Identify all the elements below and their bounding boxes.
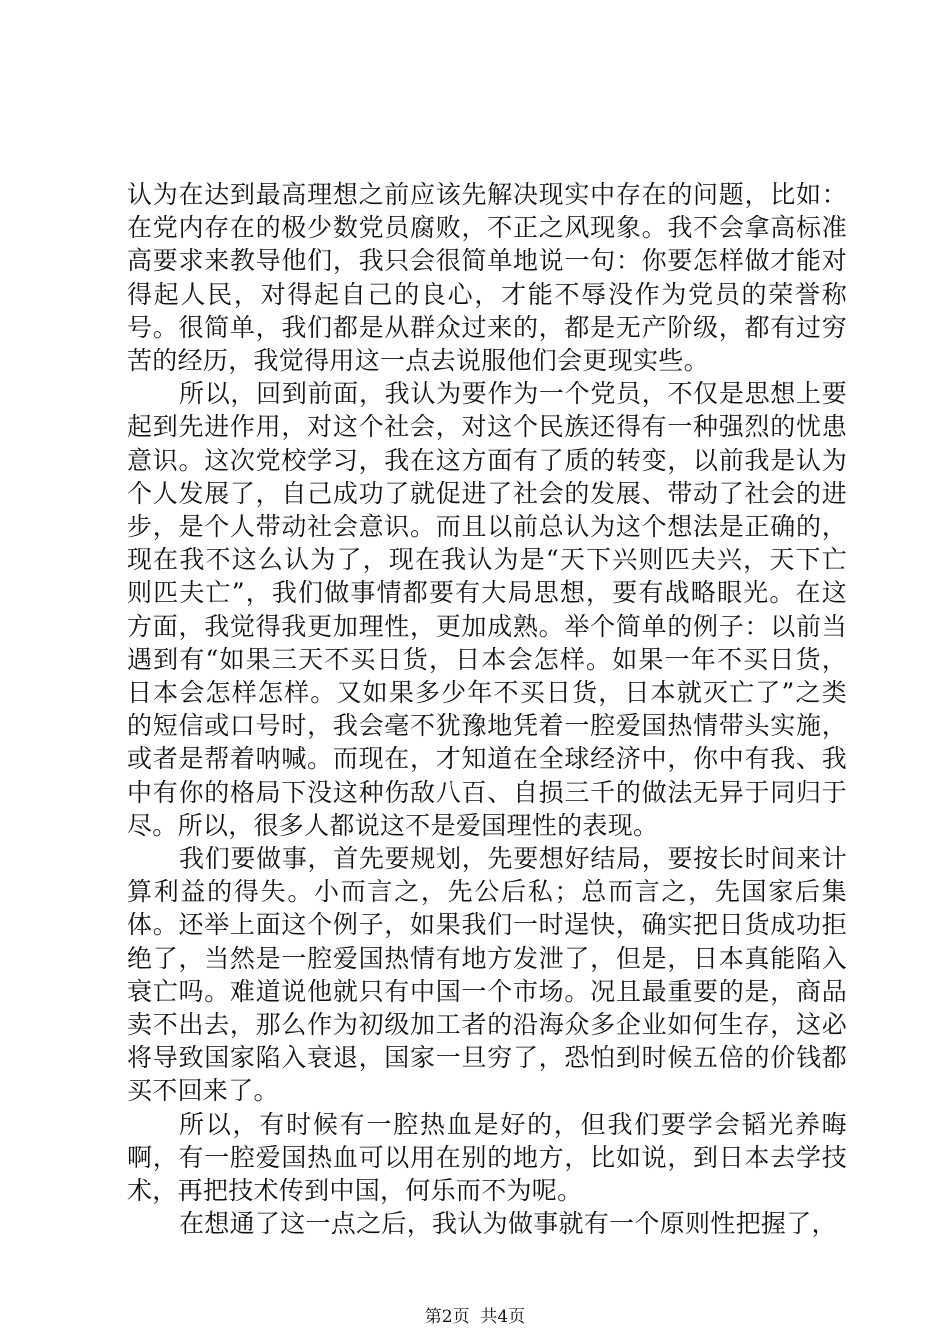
page-number-label: 第2页 共4页 bbox=[424, 1307, 526, 1327]
page-footer bbox=[0, 1302, 950, 1327]
document-body bbox=[127, 178, 847, 1241]
paragraph-4: 所以，有时候有一腔热血是好的，但我们要学会韬光养晦啊，有一腔爱国热血可以用在别的地方，比如说，到日本去学技术，再把技术传到中国，何乐而不为呢。 bbox=[127, 1109, 847, 1206]
paragraph-3: 我们要做事，首先要规划，先要想好结局，要按长时间来计算利益的得失。小而言之，先公后私；总而言之，先国家后集体。还举上面这个例子，如果我们一时逞快，确实把日货成功拒绝了，当然是一腔爱国热情有地方发泄了，但是，日本真能陷入衰亡吗。难道说他就只有中国一个市场。况且最重要的是，商品卖不出去，那么作为初级加工者的沿海众多企业如何生存，这必将导致国家陷入衰退，国家一旦穷了，恐怕到时候五倍的价钱都买不回来了。 bbox=[127, 844, 847, 1106]
paragraph-5: 在想通了这一点之后，我认为做事就有一个原则性把握了， bbox=[179, 1209, 837, 1239]
paragraph-2: 所以，回到前面，我认为要作为一个党员，不仅是思想上要起到先进作用，对这个社会，对这个民族还得有一种强烈的忧患意识。这次党校学习，我在这方面有了质的转变，以前我是认为个人发展了，自己成功了就促进了社会的发展、带动了社会的进步，是个人带动社会意识。而且以前总认为这个想法是正确的，现在我不这么认为了，现在我认为是“天下兴则匹夫兴，天下亡则匹夫亡”，我们做事情都要有大局思想，要有战略眼光。在这方面，我觉得我更加理性，更加成熟。举个简单的例子：以前当遇到有“如果三天不买日货，日本会怎样。如果一年不买日货，日本会怎样怎样。又如果多少年不买日货，日本就灭亡了”之类的短信或口号时，我会毫不犹豫地凭着一腔爱国热情带头实施，或者是帮着呐喊。而现在，才知道在全球经济中，你中有我、我中有你的格局下没这种伤敌八百、自损三千的做法无异于同归于尽。所以，很多人都说这不是爱国理性的表现。 bbox=[127, 379, 847, 840]
paragraph-1: 认为在达到最高理想之前应该先解决现实中存在的问题，比如：在党内存在的极少数党员腐败，不正之风现象。我不会拿高标准高要求来教导他们，我只会很简单地说一句：你要怎样做才能对得起人民，对得起自己的良心，才能不辱没作为党员的荣誉称号。很简单，我们都是从群众过来的，都是无产阶级，都有过穷苦的经历，我觉得用这一点去说服他们会更现实些。 bbox=[127, 180, 847, 376]
